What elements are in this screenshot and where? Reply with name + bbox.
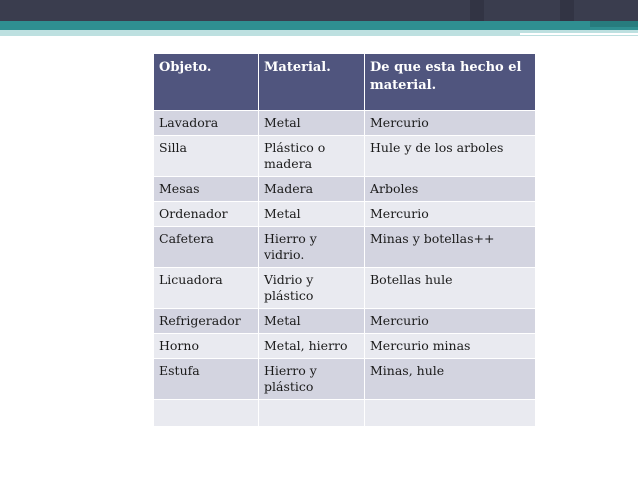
cell-origen: Botellas hule [365, 268, 536, 309]
table-row [154, 136, 536, 177]
top-dark-band [0, 0, 638, 21]
materials-table [153, 53, 536, 427]
cell-origen: Minas y botellas++ [365, 227, 536, 268]
cell-material: Hierro y vidrio. [259, 227, 365, 268]
table-row [154, 334, 536, 359]
table-row [154, 359, 536, 400]
table-row [154, 111, 536, 136]
cell-material: Madera [259, 177, 365, 202]
cell-objeto: Horno [154, 334, 259, 359]
cell-origen: Mercurio [365, 111, 536, 136]
cell-material: Metal [259, 309, 365, 334]
table-row [154, 177, 536, 202]
cell-objeto: Lavadora [154, 111, 259, 136]
cell-objeto: Mesas [154, 177, 259, 202]
table-header-row [154, 54, 536, 111]
cell-material: Metal [259, 202, 365, 227]
cell-objeto: Cafetera [154, 227, 259, 268]
band-shadow [470, 0, 484, 21]
header-origen: De que esta hecho el material. [365, 54, 536, 111]
cell-origen: Arboles [365, 177, 536, 202]
cell-origen: Mercurio minas [365, 334, 536, 359]
cell-origen: Hule y de los arboles [365, 136, 536, 177]
table-row [154, 268, 536, 309]
cell-objeto: Ordenador [154, 202, 259, 227]
cell-origen: Minas, hule [365, 359, 536, 400]
cell-objeto: Licuadora [154, 268, 259, 309]
table-row [154, 400, 536, 427]
teal-accent-block [590, 21, 638, 27]
white-accent-line [520, 33, 638, 35]
band-shadow [560, 0, 574, 21]
cell-objeto: Refrigerador [154, 309, 259, 334]
table-row [154, 202, 536, 227]
cell-origen: Mercurio [365, 202, 536, 227]
cell-origen [365, 400, 536, 427]
header-objeto: Objeto. [154, 54, 259, 111]
table-row [154, 309, 536, 334]
cell-origen: Mercurio [365, 309, 536, 334]
cell-material [259, 400, 365, 427]
cell-material: Hierro y plástico [259, 359, 365, 400]
cell-objeto: Silla [154, 136, 259, 177]
cell-material: Metal [259, 111, 365, 136]
cell-material: Plástico o madera [259, 136, 365, 177]
cell-material: Metal, hierro [259, 334, 365, 359]
header-material: Material. [259, 54, 365, 111]
table-row [154, 227, 536, 268]
cell-objeto [154, 400, 259, 427]
cell-objeto: Estufa [154, 359, 259, 400]
top-teal-band [0, 21, 638, 30]
cell-material: Vidrio y plástico [259, 268, 365, 309]
